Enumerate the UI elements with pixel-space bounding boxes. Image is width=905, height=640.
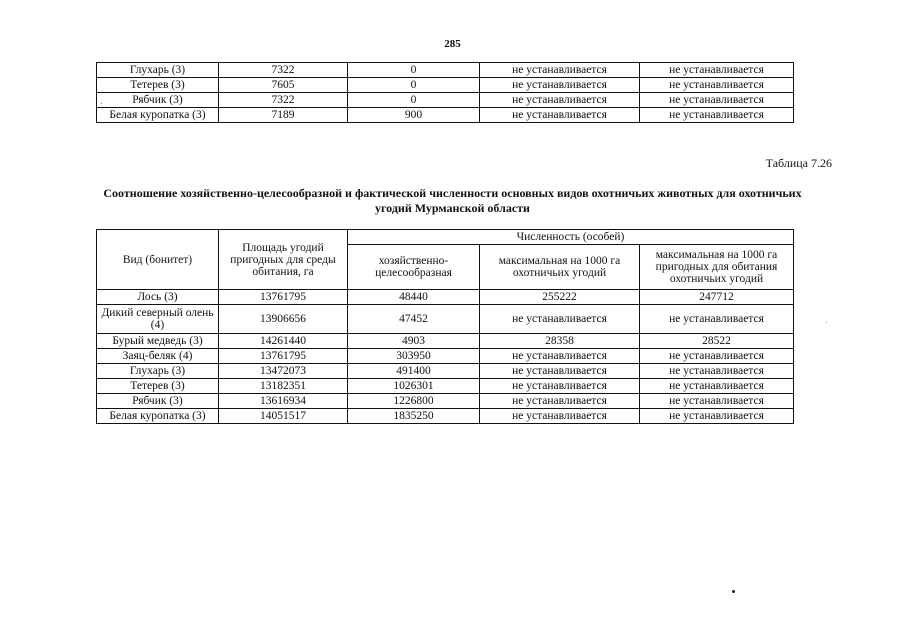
table-cell: 28522	[640, 334, 794, 349]
table-cell: не устанавливается	[640, 78, 794, 93]
table-label: Таблица 7.26	[765, 156, 832, 170]
table-cell: 0	[348, 93, 480, 108]
table-row	[97, 93, 794, 108]
table-row	[97, 409, 794, 424]
table-title-line-2: угодий Мурманской области	[375, 201, 530, 215]
table-cell: Тетерев (3)	[97, 78, 219, 93]
table-cell: 48440	[348, 290, 480, 305]
table-cell: 0	[348, 78, 480, 93]
table-row	[97, 379, 794, 394]
table-cell: не устанавливается	[640, 409, 794, 424]
table-cell: не устанавливается	[480, 409, 640, 424]
continuation-table-body	[97, 63, 794, 123]
table-cell: Бурый медведь (3)	[97, 334, 219, 349]
table-cell: 47452	[348, 305, 480, 334]
table-cell: 13761795	[219, 290, 348, 305]
scan-dot	[101, 103, 102, 104]
population-table-header	[97, 230, 794, 290]
table-cell: 1026301	[348, 379, 480, 394]
header-population: Численность (особей)	[348, 230, 794, 245]
table-cell: 1835250	[348, 409, 480, 424]
table-cell: 255222	[480, 290, 640, 305]
table-cell: не устанавливается	[480, 305, 640, 334]
table-cell: 1226800	[348, 394, 480, 409]
table-cell: 13616934	[219, 394, 348, 409]
table-cell: 900	[348, 108, 480, 123]
table-cell: не устанавливается	[640, 394, 794, 409]
table-cell: не устанавливается	[480, 93, 640, 108]
table-cell: 28358	[480, 334, 640, 349]
continuation-table	[96, 62, 794, 123]
table-cell: Белая куропатка (3)	[97, 108, 219, 123]
header-economic: хозяйственно-целесообразная	[348, 245, 480, 290]
table-cell: 14261440	[219, 334, 348, 349]
table-cell: не устанавливается	[480, 63, 640, 78]
table-cell: Глухарь (3)	[97, 63, 219, 78]
table-row	[97, 290, 794, 305]
table-row	[97, 364, 794, 379]
table-row	[97, 108, 794, 123]
table-row	[97, 63, 794, 78]
table-cell: 14051517	[219, 409, 348, 424]
table-cell: 13182351	[219, 379, 348, 394]
page-number: 285	[444, 38, 461, 50]
table-title	[60, 186, 845, 216]
table-cell: не устанавливается	[640, 364, 794, 379]
table-title-line-1: Соотношение хозяйственно-целесообразной и фактической численности основных видов охотничьих животных для охотничьих	[103, 186, 802, 200]
table-cell: Заяц-беляк (4)	[97, 349, 219, 364]
table-cell: не устанавливается	[480, 108, 640, 123]
header-max-hunting: максимальная на 1000 га охотничьих угодий	[480, 245, 640, 290]
table-cell: Тетерев (3)	[97, 379, 219, 394]
table-cell: не устанавливается	[640, 349, 794, 364]
table-cell: 7322	[219, 93, 348, 108]
table-cell: Рябчик (3)	[97, 93, 219, 108]
scan-dot	[732, 590, 735, 593]
table-cell: не устанавливается	[480, 78, 640, 93]
table-cell: не устанавливается	[480, 379, 640, 394]
table-cell: не устанавливается	[640, 379, 794, 394]
table-cell: не устанавливается	[640, 108, 794, 123]
table-row	[97, 349, 794, 364]
table-cell: Лось (3)	[97, 290, 219, 305]
table-cell: Белая куропатка (3)	[97, 409, 219, 424]
table-cell: 491400	[348, 364, 480, 379]
table-row	[97, 305, 794, 334]
table-cell: не устанавливается	[480, 364, 640, 379]
table-cell: не устанавливается	[640, 305, 794, 334]
table-cell: не устанавливается	[640, 63, 794, 78]
table-row	[97, 334, 794, 349]
table-cell: 13761795	[219, 349, 348, 364]
table-cell: 7605	[219, 78, 348, 93]
table-row	[97, 394, 794, 409]
table-cell: Глухарь (3)	[97, 364, 219, 379]
table-cell: Рябчик (3)	[97, 394, 219, 409]
table-cell: 7189	[219, 108, 348, 123]
population-table	[96, 229, 794, 424]
table-cell: 13472073	[219, 364, 348, 379]
scan-dot	[826, 322, 827, 323]
header-species: Вид (бонитет)	[97, 230, 219, 290]
header-row	[97, 230, 794, 245]
table-cell: 247712	[640, 290, 794, 305]
table-cell: 303950	[348, 349, 480, 364]
table-cell: не устанавливается	[480, 394, 640, 409]
table-row	[97, 78, 794, 93]
header-area: Площадь угодий пригодных для среды обитания, га	[219, 230, 348, 290]
table-cell: 0	[348, 63, 480, 78]
table-cell: 13906656	[219, 305, 348, 334]
table-cell: не устанавливается	[640, 93, 794, 108]
population-table-body	[97, 290, 794, 424]
table-cell: не устанавливается	[480, 349, 640, 364]
table-cell: 7322	[219, 63, 348, 78]
table-cell: 4903	[348, 334, 480, 349]
table-cell: Дикий северный олень (4)	[97, 305, 219, 334]
header-max-suitable: максимальная на 1000 га пригодных для обитания охотничьих угодий	[640, 245, 794, 290]
